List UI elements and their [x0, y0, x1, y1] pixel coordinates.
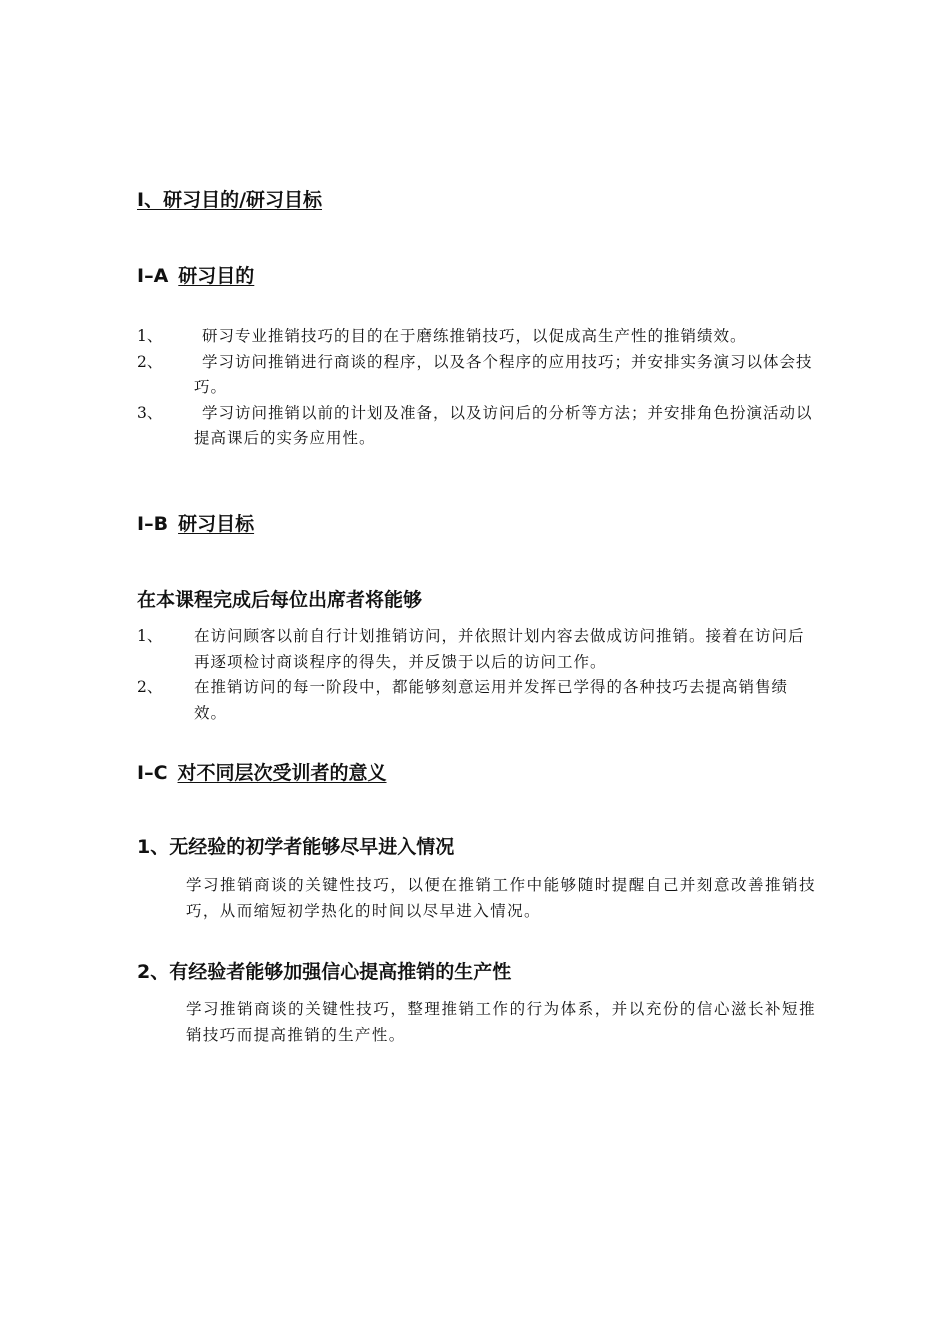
section-ic-heading — [137, 761, 387, 785]
list-item-number: 2、 — [137, 678, 163, 696]
section-ic-title: 对不同层次受训者的意义 — [177, 762, 387, 784]
list-item-text: 学习访问推销以前的计划及准备，以及访问后的分析等方法；并安排角色扮演活动以提高课后的实务应用性。 — [194, 403, 813, 447]
section-i-title: I、研习目的/研习目标 — [137, 189, 323, 211]
list-item — [137, 675, 817, 726]
list-item — [137, 624, 817, 675]
list-item — [137, 350, 817, 401]
section-ib-code: I–B — [137, 513, 169, 535]
list-item — [137, 324, 817, 350]
section-ib-list — [137, 624, 817, 726]
list-item — [137, 401, 817, 452]
section-ia-code: I–A — [137, 265, 169, 287]
list-item-text: 在访问顾客以前自行计划推销访问，并依照计划内容去做成访问推销。接着在访问后再逐项检讨商谈程序的得失，并反馈于以后的访问工作。 — [194, 627, 805, 671]
list-item-number: 3、 — [137, 403, 163, 422]
list-item-text: 学习访问推销进行商谈的程序，以及各个程序的应用技巧；并安排实务演习以体会技巧。 — [194, 352, 813, 396]
list-item-number: 1、 — [137, 627, 163, 645]
section-ib-subtitle: 在本课程完成后每位出席者将能够 — [137, 589, 423, 611]
list-item-text: 研习专业推销技巧的目的在于磨练推销技巧，以促成高生产性的推销绩效。 — [202, 327, 747, 345]
list-item-number: 1、 — [137, 327, 163, 345]
list-item-number: 2、 — [137, 352, 163, 371]
section-ic-group-heading: 1、无经验的初学者能够尽早进入情况 — [137, 836, 455, 858]
section-ia-list — [137, 324, 817, 452]
section-ic-group-text: 学习推销商谈的关键性技巧，以便在推销工作中能够随时提醒自己并刻意改善推销技巧，从而缩短初学热化的时间以尽早进入情况。 — [186, 876, 816, 920]
section-ic-code: I–C — [137, 762, 168, 784]
section-ic-group-heading: 2、有经验者能够加强信心提高推销的生产性 — [137, 961, 512, 983]
section-ib-title: 研习目标 — [178, 513, 255, 535]
list-item-text: 在推销访问的每一阶段中，都能够刻意运用并发挥已学得的各种技巧去提高销售绩效。 — [194, 678, 789, 722]
section-ia-title: 研习目的 — [178, 265, 255, 287]
section-ib-heading — [137, 512, 254, 536]
section-ic-group-text: 学习推销商谈的关键性技巧，整理推销工作的行为体系，并以充份的信心滋长补短推销技巧而提高推销的生产性。 — [186, 1000, 816, 1044]
section-ia-heading — [137, 264, 254, 288]
